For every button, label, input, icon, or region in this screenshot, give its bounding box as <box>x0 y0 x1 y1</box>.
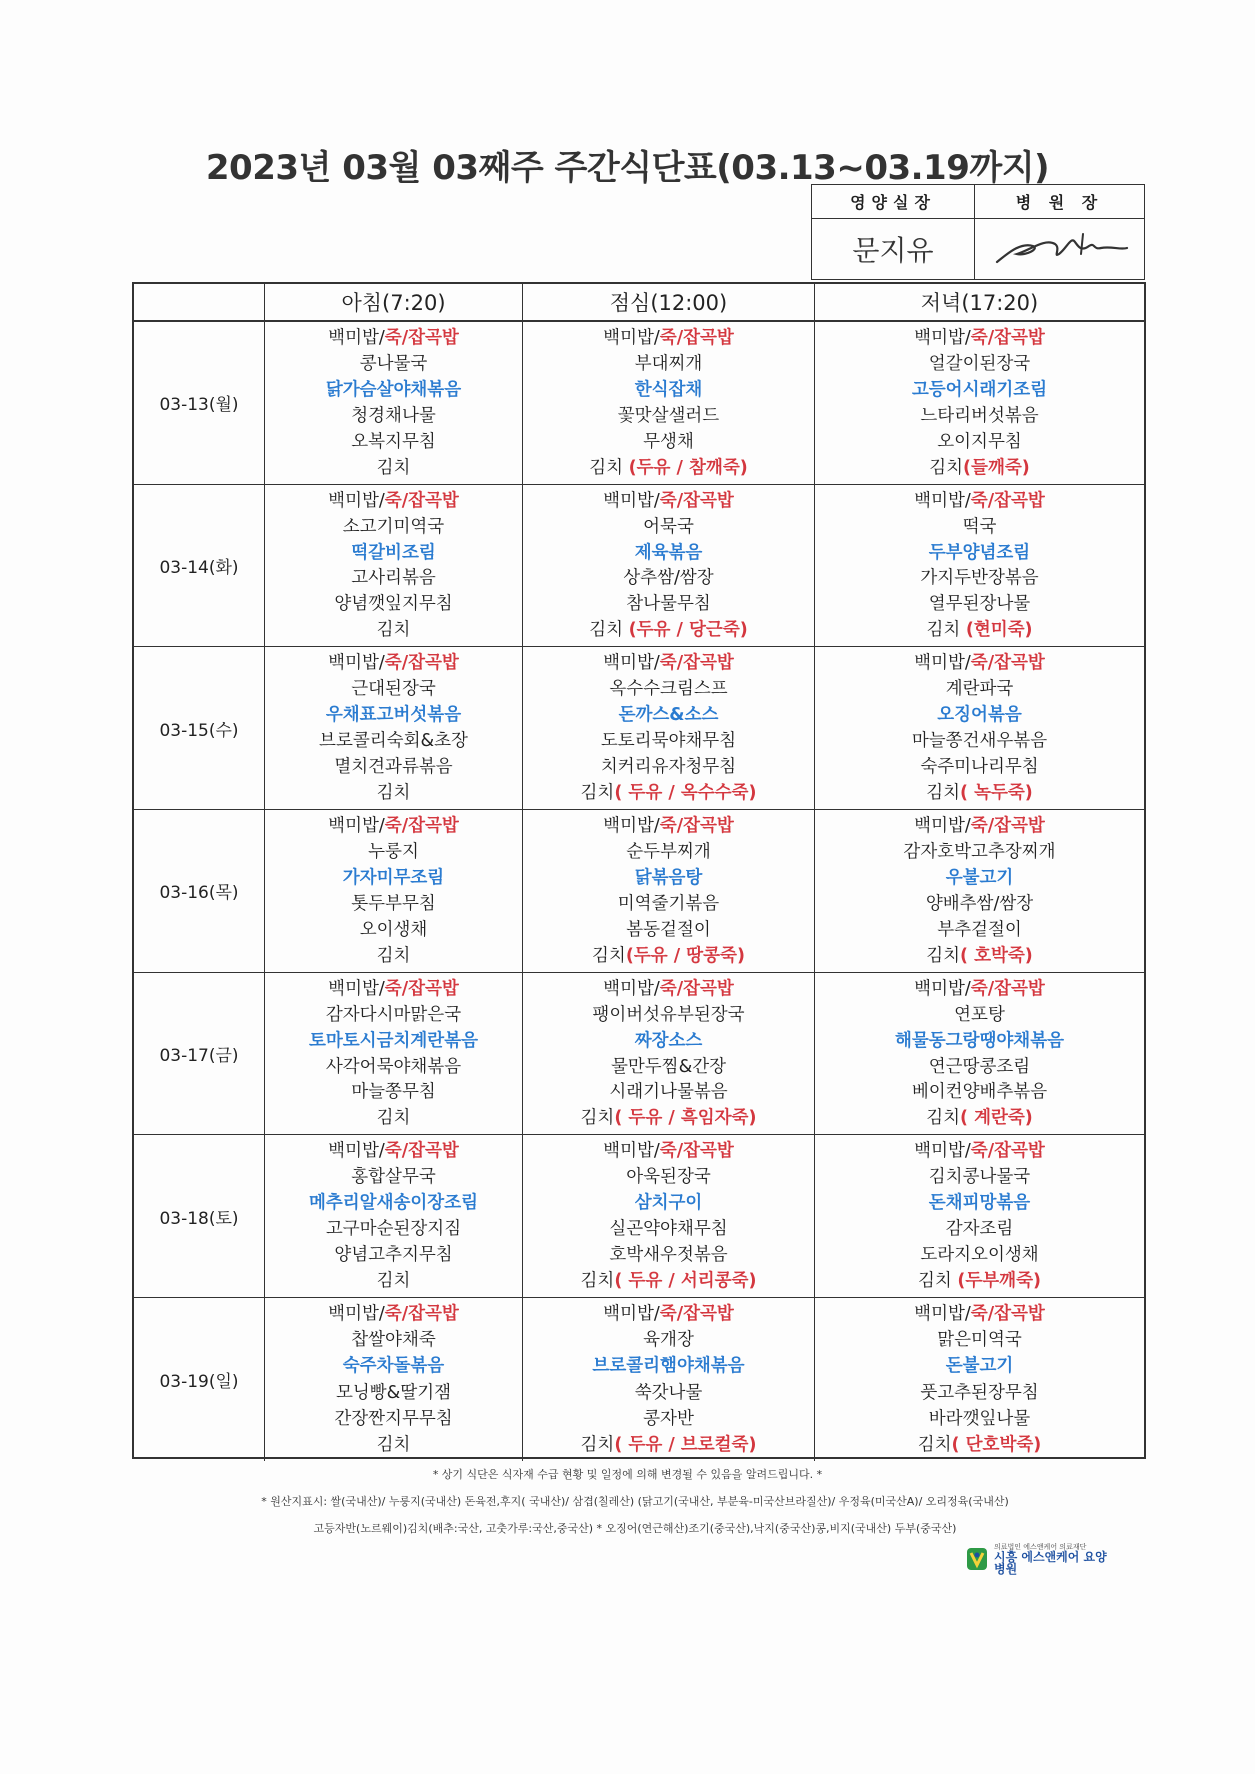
menu-item: 상추쌈/쌈장 <box>623 568 714 589</box>
kimchi-line <box>523 619 814 641</box>
day-date: 03-19(일) <box>134 1298 265 1461</box>
rice-base: 백미밥/ <box>914 978 971 999</box>
menu-item: 감자조림 <box>945 1219 1014 1240</box>
porridge-option: (현미죽) <box>965 620 1033 641</box>
rice-base: 백미밥/ <box>914 1304 971 1325</box>
kimchi: 김치 <box>580 1108 615 1129</box>
lunch-cell <box>523 485 815 647</box>
approval-header-director: 병 원 장 <box>975 185 1144 219</box>
rice-line <box>815 652 1144 674</box>
menu-item: 마늘쫑무침 <box>351 1082 436 1103</box>
director-signature-cell <box>975 219 1144 279</box>
breakfast-cell <box>265 973 523 1135</box>
origin-line-1: * 원산지표시: 쌀(국내산)/ 누룽지(국내산) 돈육전,후지( 국내산)/ 삼겹(칠레산) (닭고기(국내산, 부분육-미국산브라질산)/ 우정육(미국산A)/ 오리정육(국내산) <box>261 1495 1009 1508</box>
main-dish: 토마토시금치계란볶음 <box>308 1030 479 1051</box>
breakfast-cell <box>265 810 523 972</box>
rice-alternative: 죽/잡곡밥 <box>384 978 459 999</box>
menu-item: 맑은미역국 <box>937 1330 1022 1351</box>
lunch-cell <box>523 973 815 1135</box>
porridge-option: ( 계란죽) <box>960 1108 1033 1129</box>
menu-item: 연근땅콩조림 <box>928 1056 1031 1077</box>
menu-item: 홍합살무국 <box>351 1167 436 1188</box>
menu-item: 연포탕 <box>954 1004 1005 1025</box>
kimchi: 김치 <box>926 1108 960 1129</box>
kimchi-line <box>523 457 814 479</box>
rice-line <box>265 490 522 512</box>
dinner-cell <box>815 647 1144 809</box>
kimchi-line <box>523 945 814 967</box>
kimchi: 김치 <box>589 620 629 641</box>
main-dish: 우채표고버섯볶음 <box>325 705 462 726</box>
kimchi-line <box>815 945 1144 967</box>
lunch-cell <box>523 647 815 809</box>
dinner-cell <box>815 485 1144 647</box>
main-dish: 제육볶음 <box>634 542 703 563</box>
rice-base: 백미밥/ <box>603 1304 660 1325</box>
menu-item: 모닝빵&딸기잼 <box>335 1382 452 1403</box>
main-dish: 떡갈비조림 <box>351 542 436 563</box>
lunch-cell <box>523 810 815 972</box>
kimchi-line <box>815 619 1144 641</box>
menu-item: 양배추쌈/쌈장 <box>925 893 1034 914</box>
menu-item: 김치 <box>376 783 411 804</box>
menu-item: 멸치견과류볶음 <box>334 757 453 778</box>
header-lunch: 점심(12:00) <box>523 284 815 320</box>
rice-alternative: 죽/잡곡밥 <box>970 490 1045 511</box>
main-dish: 우불고기 <box>945 867 1014 888</box>
main-dish: 돈까스&소스 <box>618 705 719 726</box>
menu-item: 마늘쫑건새우볶음 <box>911 731 1048 752</box>
menu-item: 아욱된장국 <box>626 1167 711 1188</box>
kimchi: 김치 <box>580 783 615 804</box>
rice-alternative: 죽/잡곡밥 <box>384 490 459 511</box>
porridge-option: ( 두유 / 옥수수죽) <box>614 783 757 804</box>
kimchi: 김치 <box>926 945 960 966</box>
menu-item: 소고기미역국 <box>342 516 445 537</box>
kimchi: 김치 <box>926 783 960 804</box>
main-dish: 두부양념조림 <box>928 542 1031 563</box>
day-row <box>134 485 1144 648</box>
menu-item: 양념고추지무침 <box>334 1245 453 1266</box>
rice-line <box>265 1140 522 1162</box>
porridge-option: (두유 / 당근죽) <box>628 620 748 641</box>
rice-base: 백미밥/ <box>914 816 971 837</box>
dinner-cell <box>815 322 1144 484</box>
dinner-cell <box>815 810 1144 972</box>
kimchi-line <box>815 1434 1144 1456</box>
menu-item: 부추겉절이 <box>937 919 1022 940</box>
main-dish: 짜장소스 <box>634 1030 703 1051</box>
rice-base: 백미밥/ <box>914 1141 971 1162</box>
menu-item: 호박새우젓볶음 <box>609 1245 728 1266</box>
rice-alternative: 죽/잡곡밥 <box>659 816 734 837</box>
rice-base: 백미밥/ <box>603 327 660 348</box>
menu-item: 도라지오이생채 <box>920 1245 1039 1266</box>
day-date: 03-15(수) <box>134 647 265 809</box>
rice-base: 백미밥/ <box>914 653 971 674</box>
rice-line <box>265 978 522 1000</box>
day-date: 03-18(토) <box>134 1135 265 1297</box>
menu-item: 콩나물국 <box>359 353 428 374</box>
menu-item: 꽃맛살샐러드 <box>617 405 720 426</box>
lunch-cell <box>523 1298 815 1461</box>
menu-item: 시래기나물볶음 <box>609 1082 728 1103</box>
rice-alternative: 죽/잡곡밥 <box>384 653 459 674</box>
menu-item: 김치 <box>376 620 411 641</box>
rice-line <box>265 652 522 674</box>
porridge-option: ( 두유 / 서리콩죽) <box>614 1271 757 1292</box>
menu-item: 베이컨양배추볶음 <box>911 1082 1048 1103</box>
menu-item: 물만두찜&간장 <box>610 1056 727 1077</box>
main-dish: 고등어시래기조림 <box>911 379 1048 400</box>
rice-line <box>265 327 522 349</box>
rice-line <box>523 978 814 1000</box>
porridge-option: (두부깨죽) <box>957 1271 1041 1292</box>
day-row <box>134 647 1144 810</box>
rice-alternative: 죽/잡곡밥 <box>384 816 459 837</box>
porridge-option: ( 녹두죽) <box>960 783 1033 804</box>
menu-item: 어묵국 <box>643 516 694 537</box>
rice-alternative: 죽/잡곡밥 <box>659 327 734 348</box>
menu-item: 미역줄기볶음 <box>617 893 720 914</box>
approval-header-nutritionist: 영양실장 <box>812 185 975 219</box>
kimchi-line <box>523 1434 814 1456</box>
kimchi-line <box>815 782 1144 804</box>
kimchi: 김치 <box>580 1434 615 1455</box>
rice-base: 백미밥/ <box>328 816 385 837</box>
menu-item: 오이지무침 <box>937 431 1022 452</box>
menu-item: 감자호박고추장찌개 <box>903 841 1056 862</box>
rice-line <box>815 1140 1144 1162</box>
rice-base: 백미밥/ <box>603 653 660 674</box>
menu-item: 가지두반장볶음 <box>920 568 1039 589</box>
menu-item: 얼갈이된장국 <box>928 353 1031 374</box>
menu-item: 옥수수크림스프 <box>609 679 728 700</box>
porridge-option: ( 두유 / 브로컬죽) <box>614 1434 757 1455</box>
approval-box <box>811 184 1145 280</box>
menu-item: 사각어묵야채볶음 <box>325 1056 462 1077</box>
menu-item: 김치 <box>376 1434 411 1455</box>
day-date: 03-13(월) <box>134 322 265 484</box>
rice-base: 백미밥/ <box>328 978 385 999</box>
kimchi: 김치 <box>929 457 964 478</box>
menu-item: 무생채 <box>643 431 694 452</box>
main-dish: 한식잡채 <box>634 379 703 400</box>
rice-alternative: 죽/잡곡밥 <box>384 327 459 348</box>
menu-item: 청경채나물 <box>351 405 436 426</box>
page-title: 2023년 03월 03째주 주간식단표(03.13~03.19까지) <box>205 148 1050 188</box>
menu-item: 팽이버섯유부된장국 <box>592 1004 745 1025</box>
menu-item: 육개장 <box>643 1330 694 1351</box>
day-row <box>134 1135 1144 1298</box>
kimchi: 김치 <box>580 1271 615 1292</box>
menu-item: 콩자반 <box>643 1408 694 1429</box>
main-dish: 오징어볶음 <box>937 705 1022 726</box>
porridge-option: (들깨죽) <box>963 457 1030 478</box>
menu-item: 열무된장나물 <box>928 594 1031 615</box>
rice-line <box>523 327 814 349</box>
breakfast-cell <box>265 647 523 809</box>
menu-item: 누룽지 <box>368 841 419 862</box>
main-dish: 삼치구이 <box>634 1193 703 1214</box>
rice-line <box>523 490 814 512</box>
rice-line <box>265 815 522 837</box>
menu-item: 오복지무침 <box>351 431 436 452</box>
change-notice: * 상기 식단은 식자재 수급 현황 및 일정에 의해 변경될 수 있음을 알려드립니다. * <box>432 1468 823 1481</box>
rice-alternative: 죽/잡곡밥 <box>659 1141 734 1162</box>
director-signature <box>985 224 1135 274</box>
rice-base: 백미밥/ <box>328 1141 385 1162</box>
porridge-option: ( 호박죽) <box>960 945 1033 966</box>
rice-alternative: 죽/잡곡밥 <box>970 653 1045 674</box>
day-row <box>134 973 1144 1136</box>
menu-item: 계란파국 <box>945 679 1014 700</box>
day-row <box>134 810 1144 973</box>
dinner-cell <box>815 1135 1144 1297</box>
porridge-option: ( 두유 / 흑임자죽) <box>614 1108 757 1129</box>
kimchi: 김치 <box>589 457 629 478</box>
menu-item: 봄동겉절이 <box>626 919 711 940</box>
rice-alternative: 죽/잡곡밥 <box>659 490 734 511</box>
day-date: 03-14(화) <box>134 485 265 647</box>
nutritionist-signature-cell <box>812 219 975 279</box>
menu-item: 김치 <box>376 1108 411 1129</box>
rice-line <box>815 978 1144 1000</box>
header-dinner: 저녁(17:20) <box>920 291 1039 315</box>
nutritionist-signature: 문지유 <box>852 234 934 267</box>
header-date <box>134 284 265 320</box>
rice-alternative: 죽/잡곡밥 <box>970 816 1045 837</box>
menu-item: 참나물무침 <box>626 594 711 615</box>
rice-alternative: 죽/잡곡밥 <box>659 1304 734 1325</box>
rice-alternative: 죽/잡곡밥 <box>970 327 1045 348</box>
menu-item: 김치콩나물국 <box>928 1167 1031 1188</box>
origin-line-2: 고등자반(노르웨이)김치(배추:국산, 고춧가루:국산,중국산) * 오징어(연근해산)조기(중국산),낙지(중국산)콩,비지(국내산) 두부(중국산) <box>313 1522 957 1535</box>
header-breakfast: 아침(7:20) <box>265 284 523 320</box>
menu-item: 순두부찌개 <box>626 841 711 862</box>
main-dish: 가자미무조림 <box>342 867 445 888</box>
kimchi: 김치 <box>926 620 966 641</box>
menu-item: 도토리묵야채무침 <box>600 731 737 752</box>
rice-alternative: 죽/잡곡밥 <box>970 1141 1045 1162</box>
rice-base: 백미밥/ <box>603 490 660 511</box>
menu-item: 찹쌀야채죽 <box>351 1330 436 1351</box>
menu-item: 김치 <box>376 457 411 478</box>
rice-alternative: 죽/잡곡밥 <box>384 1304 459 1325</box>
hospital-tagline: 의료법인 에스앤케어 의료재단 <box>994 1542 1087 1551</box>
menu-item: 양념깻잎지무침 <box>334 594 453 615</box>
menu-item: 풋고추된장무침 <box>920 1382 1039 1403</box>
kimchi-line <box>523 1270 814 1292</box>
kimchi-line <box>523 1107 814 1129</box>
menu-item: 실곤약야채무침 <box>609 1219 728 1240</box>
menu-item: 고사리볶음 <box>351 568 436 589</box>
hospital-name: 시흥 에스앤케어 요양병원 <box>994 1549 1107 1576</box>
menu-item: 바라깻잎나물 <box>928 1408 1031 1429</box>
menu-item: 치커리유자청무침 <box>600 757 737 778</box>
rice-base: 백미밥/ <box>603 816 660 837</box>
kimchi-line <box>815 1107 1144 1129</box>
kimchi-line <box>815 1270 1144 1292</box>
breakfast-cell <box>265 1298 523 1461</box>
lunch-cell <box>523 322 815 484</box>
main-dish: 닭볶음탕 <box>634 867 703 888</box>
menu-item: 쑥갓나물 <box>634 1382 703 1403</box>
rice-alternative: 죽/잡곡밥 <box>970 1304 1045 1325</box>
rice-alternative: 죽/잡곡밥 <box>384 1141 459 1162</box>
kimchi: 김치 <box>918 1271 958 1292</box>
rice-base: 백미밥/ <box>328 653 385 674</box>
porridge-option: (두유 / 땅콩죽) <box>625 945 745 966</box>
rice-line <box>523 652 814 674</box>
lunch-cell <box>523 1135 815 1297</box>
porridge-option: ( 단호박죽) <box>951 1434 1042 1455</box>
rice-line <box>815 815 1144 837</box>
main-dish: 해물동그랑땡야채볶음 <box>894 1030 1065 1051</box>
rice-line <box>523 1303 814 1325</box>
dinner-cell <box>815 1298 1144 1461</box>
rice-base: 백미밥/ <box>328 490 385 511</box>
rice-line <box>815 490 1144 512</box>
rice-alternative: 죽/잡곡밥 <box>659 653 734 674</box>
kimchi: 김치 <box>592 945 626 966</box>
breakfast-cell <box>265 1135 523 1297</box>
hospital-logo-icon <box>966 1547 988 1571</box>
rice-base: 백미밥/ <box>603 978 660 999</box>
main-dish: 브로콜리햄야채볶음 <box>592 1356 745 1377</box>
rice-base: 백미밥/ <box>914 490 971 511</box>
menu-item: 고구마순된장지짐 <box>325 1219 462 1240</box>
menu-item: 김치 <box>376 1271 411 1292</box>
rice-line <box>265 1303 522 1325</box>
main-dish: 닭가슴살야채볶음 <box>325 379 462 400</box>
rice-base: 백미밥/ <box>328 1304 385 1325</box>
rice-line <box>523 815 814 837</box>
rice-line <box>523 1140 814 1162</box>
kimchi-line <box>523 782 814 804</box>
menu-header-row <box>134 284 1144 322</box>
menu-item: 톳두부무침 <box>351 893 436 914</box>
kimchi: 김치 <box>917 1434 952 1455</box>
rice-base: 백미밥/ <box>914 327 971 348</box>
breakfast-cell <box>265 485 523 647</box>
hospital-logo-text <box>994 1544 1116 1575</box>
day-date: 03-16(목) <box>134 810 265 972</box>
menu-item: 브로콜리숙회&초장 <box>319 731 468 752</box>
menu-item: 오이생채 <box>359 919 428 940</box>
menu-item: 숙주미나리무침 <box>920 757 1039 778</box>
rice-base: 백미밥/ <box>603 1141 660 1162</box>
kimchi-line <box>815 457 1144 479</box>
porridge-option: (두유 / 참깨죽) <box>628 457 748 478</box>
day-date: 03-17(금) <box>134 973 265 1135</box>
day-row <box>134 322 1144 485</box>
rice-line <box>815 1303 1144 1325</box>
menu-item: 느타리버섯볶음 <box>920 405 1039 426</box>
breakfast-cell <box>265 322 523 484</box>
dinner-cell <box>815 973 1144 1135</box>
menu-item: 근대된장국 <box>351 679 436 700</box>
main-dish: 숙주차돌볶음 <box>342 1356 445 1377</box>
menu-item: 부대찌개 <box>634 353 703 374</box>
rice-alternative: 죽/잡곡밥 <box>970 978 1045 999</box>
main-dish: 메추리알새송이장조림 <box>308 1193 479 1214</box>
menu-item: 감자다시마맑은국 <box>325 1004 462 1025</box>
rice-alternative: 죽/잡곡밥 <box>659 978 734 999</box>
menu-item: 김치 <box>376 945 411 966</box>
menu-item: 간장짠지무무침 <box>334 1408 453 1429</box>
main-dish: 돈채피망볶음 <box>928 1193 1031 1214</box>
menu-item: 떡국 <box>962 516 997 537</box>
day-row <box>134 1298 1144 1461</box>
rice-base: 백미밥/ <box>328 327 385 348</box>
hospital-logo <box>966 1542 1116 1576</box>
rice-line <box>815 327 1144 349</box>
menu-table <box>132 282 1146 1459</box>
main-dish: 돈불고기 <box>945 1356 1014 1377</box>
